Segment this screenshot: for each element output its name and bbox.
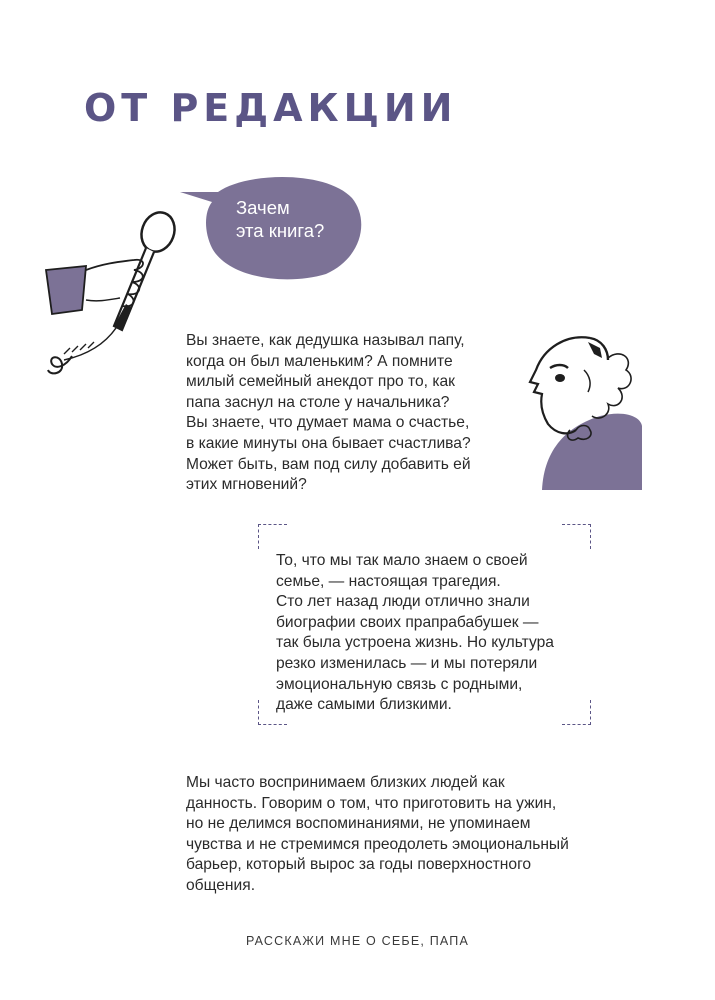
quote-line: семье, — настоящая трагедия. <box>276 572 501 590</box>
speech-bubble-text <box>236 196 324 242</box>
closing-line: общения. <box>186 876 256 894</box>
quote-line: даже самыми близкими. <box>276 696 452 714</box>
closing-line: барьер, который вырос за годы поверхностного <box>186 856 532 874</box>
intro-line: папа заснул на столе у начальника? <box>186 393 450 411</box>
quote-line: Сто лет назад люди отлично знали <box>276 593 530 611</box>
closing-line: данность. Говорим о том, что приготовить на ужин, <box>186 794 557 812</box>
frame-corner-bottom-right <box>562 700 591 725</box>
intro-line: Вы знаете, что думает мама о счастье, <box>186 414 470 432</box>
running-footer: РАССКАЖИ МНЕ О СЕБЕ, ПАПА <box>245 934 470 948</box>
intro-line: Вы знаете, как дедушка называл папу, <box>186 332 465 349</box>
closing-line: чувства и не стремимся преодолеть эмоциональный <box>186 835 569 853</box>
quote-line: резко изменилась — и мы потеряли <box>276 654 538 672</box>
page-title: ОТ РЕДАКЦИИ <box>84 86 458 130</box>
intro-line: когда он был маленьким? А помните <box>186 352 453 370</box>
frame-corner-top-right <box>562 524 591 549</box>
closing-line: но не делимся воспоминаниями, не упоминаем <box>186 815 531 833</box>
intro-line: милый семейный анекдот про то, как <box>186 373 455 391</box>
intro-line: этих мгновений? <box>186 476 307 494</box>
speech-bubble-line: Зачем <box>236 197 290 218</box>
framed-quote <box>276 551 554 716</box>
quote-line: биографии своих прапрабабушек — <box>276 613 539 631</box>
intro-line: Может быть, вам под силу добавить ей <box>186 455 471 473</box>
closing-paragraph <box>186 773 569 897</box>
frame-corner-top-left <box>258 524 287 549</box>
quote-line: То, что мы так мало знаем о своей <box>276 552 528 569</box>
speech-bubble-line: эта книга? <box>236 220 325 241</box>
old-man-portrait-icon <box>520 330 645 490</box>
microphone-hand-icon <box>42 208 187 380</box>
closing-line: Мы часто воспринимаем близких людей как <box>186 774 505 791</box>
intro-paragraph <box>186 331 471 496</box>
quote-line: так была устроена жизнь. Но культура <box>276 634 554 652</box>
quote-line: эмоциональную связь с родными, <box>276 675 523 693</box>
intro-line: в какие минуты она бывает счастлива? <box>186 434 471 452</box>
